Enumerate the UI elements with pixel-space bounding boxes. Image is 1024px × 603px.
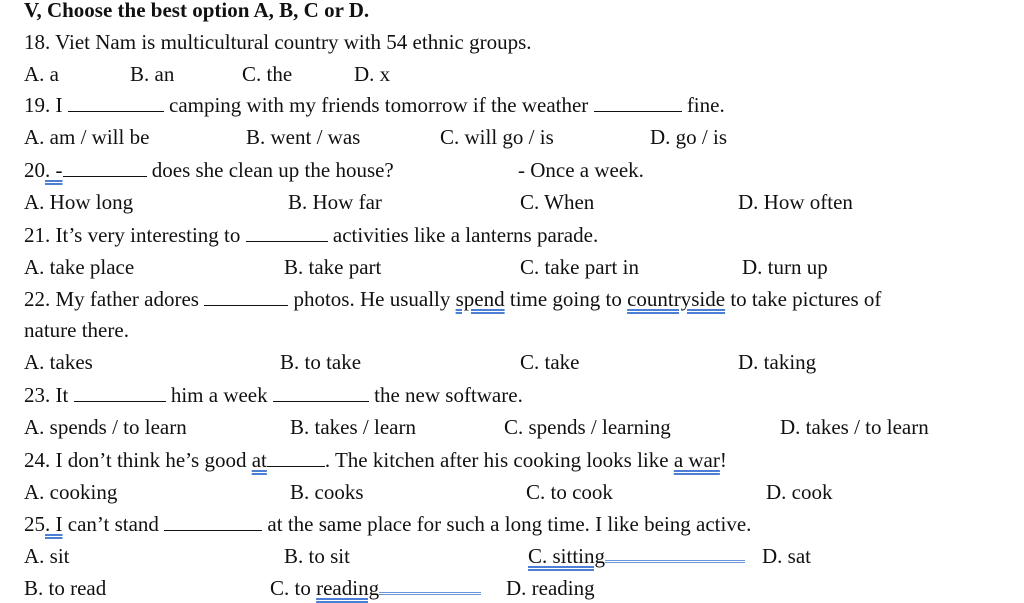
q23-option-c: C. spends / learning: [504, 415, 671, 439]
answer-blank: [273, 383, 369, 402]
q25-option-a: A. sit: [24, 544, 70, 568]
answer-blank: [164, 512, 262, 531]
q18-option-b: B. an: [130, 62, 175, 86]
q20-option-a: A. How long: [24, 190, 134, 214]
extra-option-d: D. reading: [506, 576, 595, 600]
answer-blank: [267, 448, 325, 467]
q25-option-c: C. sitting: [528, 542, 745, 570]
q23-option-b: B. takes / learn: [290, 415, 416, 439]
question-22-continued: nature there.: [24, 318, 129, 342]
q21-option-c: C. take part in: [520, 255, 639, 279]
q20-option-d: D. How often: [738, 190, 853, 214]
question-23: 23. It him a week the new software.: [24, 383, 523, 407]
answer-blank: [63, 158, 147, 177]
answer-blank: [68, 93, 164, 112]
q21-option-a: A. take place: [24, 255, 135, 279]
question-22: 22. My father adores photos. He usually spend time going to countryside to take pictures of: [24, 287, 882, 311]
question-19: 19. I camping with my friends tomorrow if the weather fine.: [24, 93, 725, 117]
q19-option-d: D. go / is: [650, 125, 728, 149]
q23-option-d: D. takes / to learn: [780, 415, 929, 439]
q18-option-d: D. x: [354, 62, 391, 86]
q24-option-d: D. cook: [766, 480, 833, 504]
q18-option-a: A. a: [24, 62, 59, 86]
q21-option-d: D. turn up: [742, 255, 828, 279]
q20-option-c: C. When: [520, 190, 595, 214]
question-18: 18. Viet Nam is multicultural country with 54 ethnic groups.: [24, 30, 532, 54]
q19-option-b: B. went / was: [246, 125, 361, 149]
q22-option-b: B. to take: [280, 350, 362, 374]
answer-blank: [246, 223, 328, 242]
section-heading: V, Choose the best option A, B, C or D.: [24, 0, 370, 22]
q19-option-a: A. am / will be: [24, 125, 150, 149]
q22-option-d: D. taking: [738, 350, 817, 374]
q22-option-c: C. take: [520, 350, 580, 374]
q24-option-b: B. cooks: [290, 480, 364, 504]
question-25: 25. I can’t stand at the same place for such a long time. I like being active.: [24, 512, 752, 536]
highlight-mark: [605, 542, 745, 563]
answer-blank: [74, 383, 166, 402]
question-21: 21. It’s very interesting to activities like a lanterns parade.: [24, 223, 599, 247]
q21-option-b: B. take part: [284, 255, 382, 279]
q18-option-c: C. the: [242, 62, 293, 86]
highlight-mark: [379, 574, 481, 595]
answer-blank: [204, 287, 288, 306]
extra-option-c: C. to reading: [270, 574, 481, 602]
question-20-answer: - Once a week.: [518, 158, 644, 182]
extra-option-b: B. to read: [24, 576, 107, 600]
q24-option-a: A. cooking: [24, 480, 118, 504]
q23-option-a: A. spends / to learn: [24, 415, 187, 439]
answer-blank: [594, 93, 682, 112]
q24-option-c: C. to cook: [526, 480, 613, 504]
q22-option-a: A. takes: [24, 350, 93, 374]
question-20: 20. - does she clean up the house?: [24, 158, 394, 182]
q20-option-b: B. How far: [288, 190, 382, 214]
q25-option-d: D. sat: [762, 544, 811, 568]
question-24: 24. I don’t think he’s good at . The kitchen after his cooking looks like a war!: [24, 448, 727, 472]
q19-option-c: C. will go / is: [440, 125, 554, 149]
q25-option-b: B. to sit: [284, 544, 350, 568]
